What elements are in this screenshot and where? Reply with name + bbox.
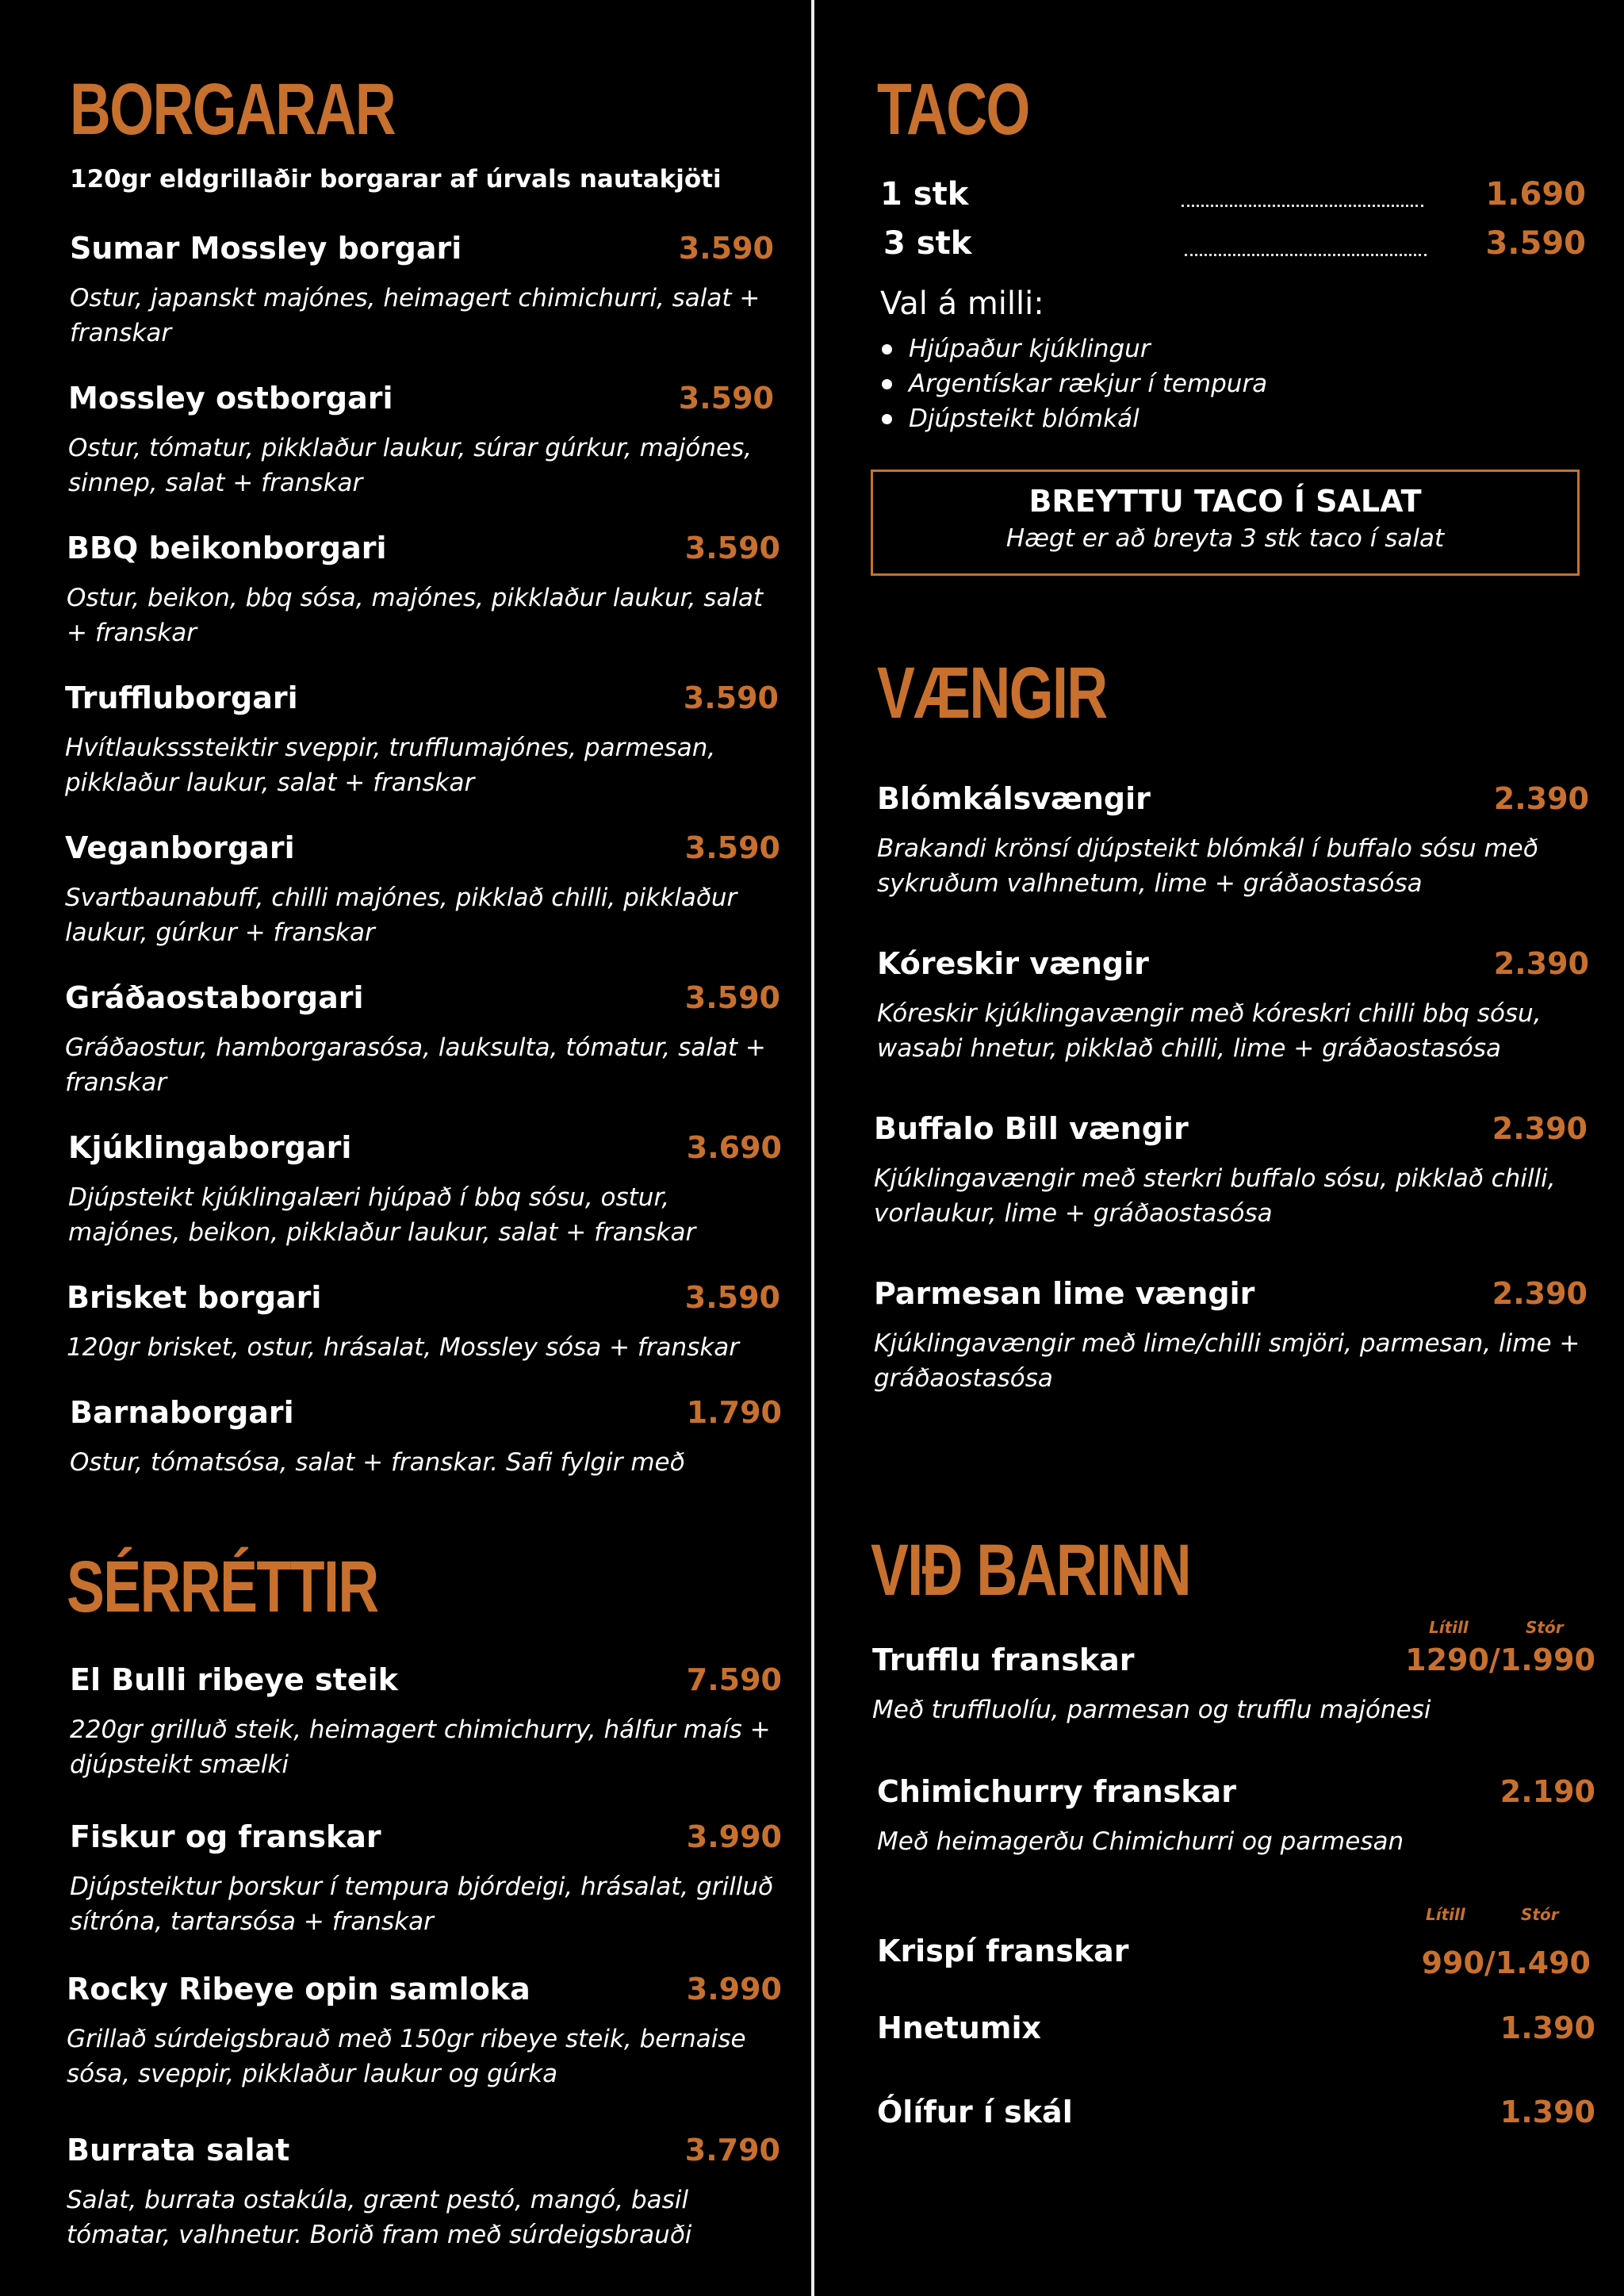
item-name: Kjúklingaborgari bbox=[68, 1130, 352, 1165]
item-name: Hnetumix bbox=[877, 2010, 1041, 2045]
item-price: 3.590 bbox=[684, 980, 780, 1015]
menu-item-trufflu-franskar bbox=[872, 1643, 1595, 1727]
menu-item-koreskir-vaengir bbox=[877, 947, 1589, 1066]
taco-quantity: 3 stk bbox=[883, 225, 972, 262]
item-description: Djúpsteikt kjúklingalæri hjúpað í bbq sósu, ostur, majónes, beikon, pikklaður laukur, salat + franskar bbox=[68, 1182, 696, 1247]
menu-item-hnetumix bbox=[877, 2011, 1595, 2046]
item-description: Djúpsteiktur þorskur í tempura bjórdeigi, hrásalat, grilluð sítróna, tartarsósa + franskar bbox=[70, 1872, 773, 1936]
item-description: Ostur, beikon, bbq sósa, majónes, pikklaður laukur, salat + franskar bbox=[67, 583, 764, 647]
menu-item-kjuklingaborgari bbox=[68, 1131, 782, 1250]
item-name: Buffalo Bill vængir bbox=[874, 1111, 1189, 1146]
item-name: Sumar Mossley borgari bbox=[70, 231, 462, 266]
item-description: Með heimagerðu Chimichurri og parmesan bbox=[877, 1826, 1404, 1856]
item-name: Rocky Ribeye opin samloka bbox=[67, 1972, 530, 2007]
item-price: 990/1.490 bbox=[1421, 1945, 1591, 1980]
item-description: Ostur, japanskt majónes, heimagert chimichurri, salat + franskar bbox=[70, 283, 760, 347]
menu-item-veganborgari bbox=[65, 831, 780, 950]
item-description: Ostur, tómatur, pikklaður laukur, súrar gúrkur, majónes, sinnep, salat + franskar bbox=[68, 433, 753, 497]
item-description: Ostur, tómatsósa, salat + franskar. Safi fylgir með bbox=[70, 1447, 685, 1477]
menu-item-el-bulli-ribeye bbox=[70, 1663, 782, 1782]
item-price: 3.590 bbox=[678, 381, 774, 416]
item-price: 1.390 bbox=[1500, 2095, 1595, 2129]
item-name: Chimichurry franskar bbox=[877, 1774, 1236, 1809]
dot-leader bbox=[1182, 205, 1423, 207]
item-price: 1.790 bbox=[686, 1395, 782, 1430]
item-description: Kjúklingavængir með lime/chilli smjöri, parmesan, lime + gráðaostasósa bbox=[874, 1328, 1580, 1393]
taco-salad-box bbox=[871, 470, 1580, 576]
menu-item-barnaborgari bbox=[70, 1396, 782, 1480]
taco-price: 3.590 bbox=[1485, 225, 1586, 262]
item-price: 3.990 bbox=[686, 1819, 782, 1854]
item-description: Kóreskir kjúklingavængir með kóreskri chilli bbq sósu, wasabi hnetur, pikklað chilli, lime + gráðaostasósa bbox=[877, 999, 1542, 1063]
item-description: Svartbaunabuff, chilli majónes, pikklað chilli, pikklaður laukur, gúrkur + franskar bbox=[65, 883, 737, 947]
borgarar-subtitle: 120gr eldgrillaðir borgarar af úrvals nautakjöti bbox=[70, 165, 722, 194]
item-price: 3.590 bbox=[683, 680, 779, 715]
taco-choice-item: Djúpsteikt blómkál bbox=[880, 401, 1267, 436]
item-name: Krispí franskar bbox=[877, 1934, 1129, 1968]
menu-item-buffalo-bill-vaengir bbox=[874, 1112, 1588, 1231]
item-name: Brisket borgari bbox=[67, 1280, 322, 1315]
item-price: 2.390 bbox=[1493, 946, 1589, 981]
item-name: Kóreskir vængir bbox=[877, 946, 1149, 981]
item-price: 3.990 bbox=[686, 1972, 782, 2007]
taco-quantity: 1 stk bbox=[880, 176, 969, 213]
item-description: Hvítlauksssteiktir sveppir, trufflumajónes, parmesan, pikklaður laukur, salat + franskar bbox=[65, 733, 716, 797]
size-label-large: Stór bbox=[1521, 1905, 1559, 1924]
taco-salad-title: BREYTTU TACO Í SALAT bbox=[1028, 484, 1422, 519]
item-price: 7.590 bbox=[686, 1662, 782, 1697]
taco-choice-label: Val á milli: bbox=[880, 286, 1044, 322]
item-price: 2.390 bbox=[1493, 781, 1589, 816]
section-title-borgarar: BORGARAR bbox=[70, 69, 396, 150]
size-label-small: Lítill bbox=[1426, 1905, 1465, 1924]
item-price: 1.390 bbox=[1500, 2010, 1595, 2045]
item-price: 3.590 bbox=[678, 231, 774, 266]
section-title-vaengir: VÆNGIR bbox=[877, 653, 1107, 734]
section-title-taco: TACO bbox=[877, 69, 1029, 150]
right-column bbox=[814, 0, 1624, 2296]
item-name: Gráðaostaborgari bbox=[65, 980, 364, 1015]
item-price: 2.390 bbox=[1492, 1276, 1588, 1311]
menu-item-bbq-beikonborgari bbox=[67, 531, 780, 650]
size-label-small: Lítill bbox=[1429, 1618, 1469, 1637]
menu-item-chimichurry-franskar bbox=[877, 1775, 1595, 1859]
item-price: 2.390 bbox=[1492, 1111, 1588, 1146]
taco-row-3stk bbox=[883, 225, 1586, 265]
menu-item-burrata-salat bbox=[67, 2133, 780, 2252]
item-description: Gráðaostur, hamborgarasósa, lauksulta, tómatur, salat + franskar bbox=[65, 1033, 766, 1097]
menu-item-gradaostaborgari bbox=[65, 981, 780, 1100]
item-name: Blómkálsvængir bbox=[877, 781, 1151, 816]
item-price: 3.590 bbox=[684, 830, 780, 865]
menu-item-fiskur-og-franskar bbox=[70, 1820, 782, 1939]
item-price: 3.590 bbox=[684, 531, 780, 565]
size-labels-trufflu bbox=[1429, 1618, 1588, 1639]
dot-leader bbox=[1185, 254, 1427, 256]
item-name: Trufflu franskar bbox=[872, 1642, 1135, 1677]
item-name: Veganborgari bbox=[65, 830, 295, 865]
item-price: 3.690 bbox=[686, 1130, 782, 1165]
taco-choice-list bbox=[880, 332, 1267, 436]
item-name: Truffluborgari bbox=[65, 680, 298, 715]
item-description: 120gr brisket, ostur, hrásalat, Mossley sósa + franskar bbox=[67, 1332, 740, 1362]
item-price: 1290/1.990 bbox=[1405, 1642, 1595, 1677]
section-title-vid-barinn: VIÐ BARINN bbox=[871, 1530, 1191, 1611]
menu-item-truffluborgari bbox=[65, 681, 779, 800]
section-title-serrettir: SÉRRÉTTIR bbox=[67, 1547, 378, 1627]
item-name: BBQ beikonborgari bbox=[67, 531, 387, 565]
taco-choice-item: Hjúpaður kjúklingur bbox=[880, 332, 1267, 366]
item-description: Með truffluolíu, parmesan og trufflu majónesi bbox=[872, 1695, 1431, 1724]
item-name: El Bulli ribeye steik bbox=[70, 1662, 398, 1697]
item-name: Ólífur í skál bbox=[877, 2095, 1073, 2129]
menu-item-olifur-i-skal bbox=[877, 2095, 1595, 2130]
item-price: 3.590 bbox=[684, 1280, 780, 1315]
item-price: 2.190 bbox=[1500, 1774, 1595, 1809]
taco-salad-subtitle: Hægt er að breyta 3 stk taco í salat bbox=[1005, 523, 1445, 553]
menu-item-mossley-ostborgari bbox=[68, 381, 774, 500]
item-description: 220gr grilluð steik, heimagert chimichurry, hálfur maís + djúpsteikt smælki bbox=[70, 1715, 771, 1779]
item-name: Mossley ostborgari bbox=[68, 381, 393, 416]
menu-item-blomkalsvaengir bbox=[877, 782, 1589, 901]
item-description: Grillað súrdeigsbrauð með 150gr ribeye steik, bernaise sósa, sveppir, pikklaður laukur og gúrka bbox=[67, 2024, 746, 2088]
taco-choice-item: Argentískar rækjur í tempura bbox=[880, 366, 1267, 401]
item-price: 3.790 bbox=[684, 2133, 780, 2168]
taco-price: 1.690 bbox=[1485, 176, 1586, 213]
menu-item-parmesan-lime-vaengir bbox=[874, 1277, 1588, 1396]
menu-item-brisket-borgari bbox=[67, 1281, 780, 1365]
item-name: Burrata salat bbox=[67, 2133, 290, 2168]
item-description: Salat, burrata ostakúla, grænt pestó, mangó, basil tómatar, valhnetur. Borið fram með súrdeigsbrauði bbox=[67, 2185, 692, 2249]
menu-item-rocky-ribeye bbox=[67, 1972, 782, 2091]
item-name: Fiskur og franskar bbox=[70, 1819, 381, 1854]
item-name: Parmesan lime vængir bbox=[874, 1276, 1255, 1311]
item-description: Brakandi krönsí djúpsteikt blómkál í buffalo sósu með sykruðum valhnetum, lime + gráðaostasósa bbox=[877, 834, 1538, 898]
menu-item-sumar-mossley bbox=[70, 232, 774, 351]
taco-row-1stk bbox=[880, 176, 1586, 216]
item-name: Barnaborgari bbox=[70, 1395, 294, 1430]
size-label-large: Stór bbox=[1526, 1618, 1564, 1637]
menu-item-krispi-franskar bbox=[877, 1922, 1591, 1981]
item-description: Kjúklingavængir með sterkri buffalo sósu, pikklað chilli, vorlaukur, lime + gráðaostasósa bbox=[874, 1163, 1556, 1228]
